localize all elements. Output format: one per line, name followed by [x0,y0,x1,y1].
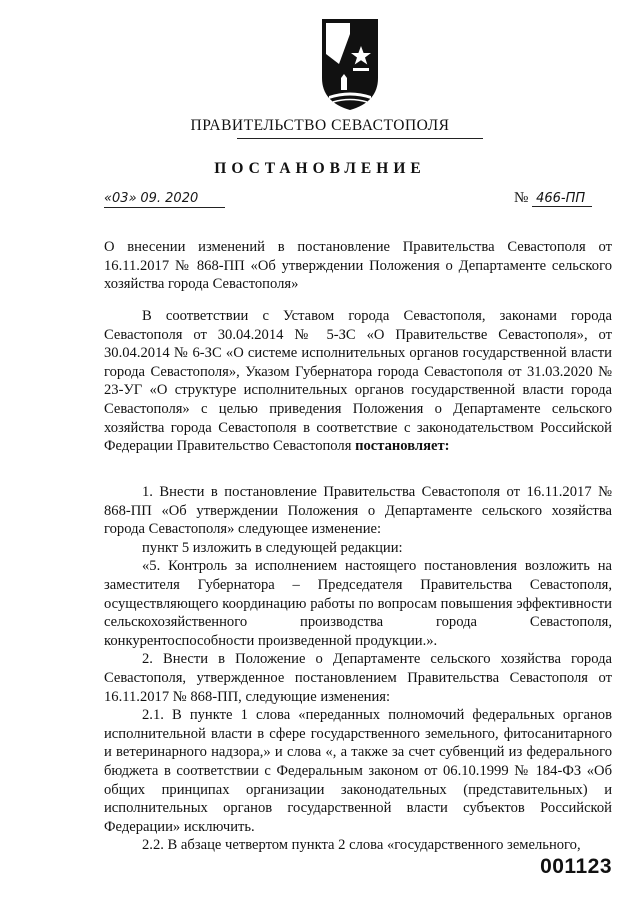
date-open-quote: « [104,191,113,206]
date-close-quote: » [128,191,137,206]
document-date [104,190,225,208]
title-underline [237,138,483,139]
body-paragraph: пункт 5 изложить в следующей редакции: [142,539,403,556]
date-month-year: 09. 2020 [140,191,199,206]
body-paragraph: 1. Внести в постановление Правительства Севастополя от 16.11.2017 № 868-ПП «Об утверждении Положения о Департаменте сельского хозяйства города Севастополя» следующее изменение: [104,484,612,538]
body-paragraph: 2.2. В абзаце четвертом пункта 2 слова «государственного земельного, [142,837,581,854]
document-subject [104,238,612,294]
government-title: ПРАВИТЕЛЬСТВО СЕВАСТОПОЛЯ [190,117,450,134]
preamble [104,307,612,456]
subject-text: О внесении изменений в постановление Правительства Севастополя от 16.11.2017 № 868-ПП «Об утверждении Положения о Департаменте сельского хозяйства города Севастополя» [104,239,612,293]
date-day: 03 [112,191,129,206]
number-value: 466-ПП [532,191,592,207]
body-paragraph: 2.1. В пункте 1 слова «переданных полномочий федеральных органов исполнительной власти в сфере государственного земельного, фитосанитарного и ветеринарного надзора,» и слова «, а также за счет субвенций из федерального бюджета в соответствии с Федеральным законом от 06.10.1999 № 184-ФЗ «Об общих принципах организации законодательных (представительных) и исполнительных органов государственной власти субъектов Российской Федерации» исключить. [104,707,612,835]
sheet-number: 001123 [540,855,612,878]
preamble-text [104,307,612,456]
document-number [514,190,592,207]
body-paragraph: «5. Контроль за исполнением настоящего постановления возложить на заместителя Губернатора – Председателя Правительства Севастополя, осуществляющего координацию работы по вопросам повышения эффективности сельскохозяйственного производства города Севастополя, конкурентоспособности произведенной продукции.». [104,558,612,649]
document-type-heading: ПОСТАНОВЛЕНИЕ [214,160,426,177]
sevastopol-coat-of-arms-icon [319,16,381,112]
number-prefix: № [514,190,529,206]
document-body [104,483,612,855]
decree-word: постановляет: [355,438,450,455]
body-paragraph: 2. Внести в Положение о Департаменте сельского хозяйства города Севастополя, утвержденное постановлением Правительства Севастополя от 16.11.2017 № 868-ПП, следующие изменения: [104,651,612,705]
preamble-body: В соответствии с Уставом города Севастополя, законами города Севастополя от 30.04.2014 № 5-ЗС «О Правительстве Севастополя», от 30.04.2014 № 6-ЗС «О системе исполнительных органов государственной власти города Севастополя», Указом Губернатора города Севастополя от 31.03.2020 № 23-УГ «О структуре исполнительных органов государственной власти города Севастополя» с целью приведения Положения о Департаменте сельского хозяйства города Севастополя в соответствие с законодательством Российской Федерации Правительство Севастополя [104,308,612,455]
